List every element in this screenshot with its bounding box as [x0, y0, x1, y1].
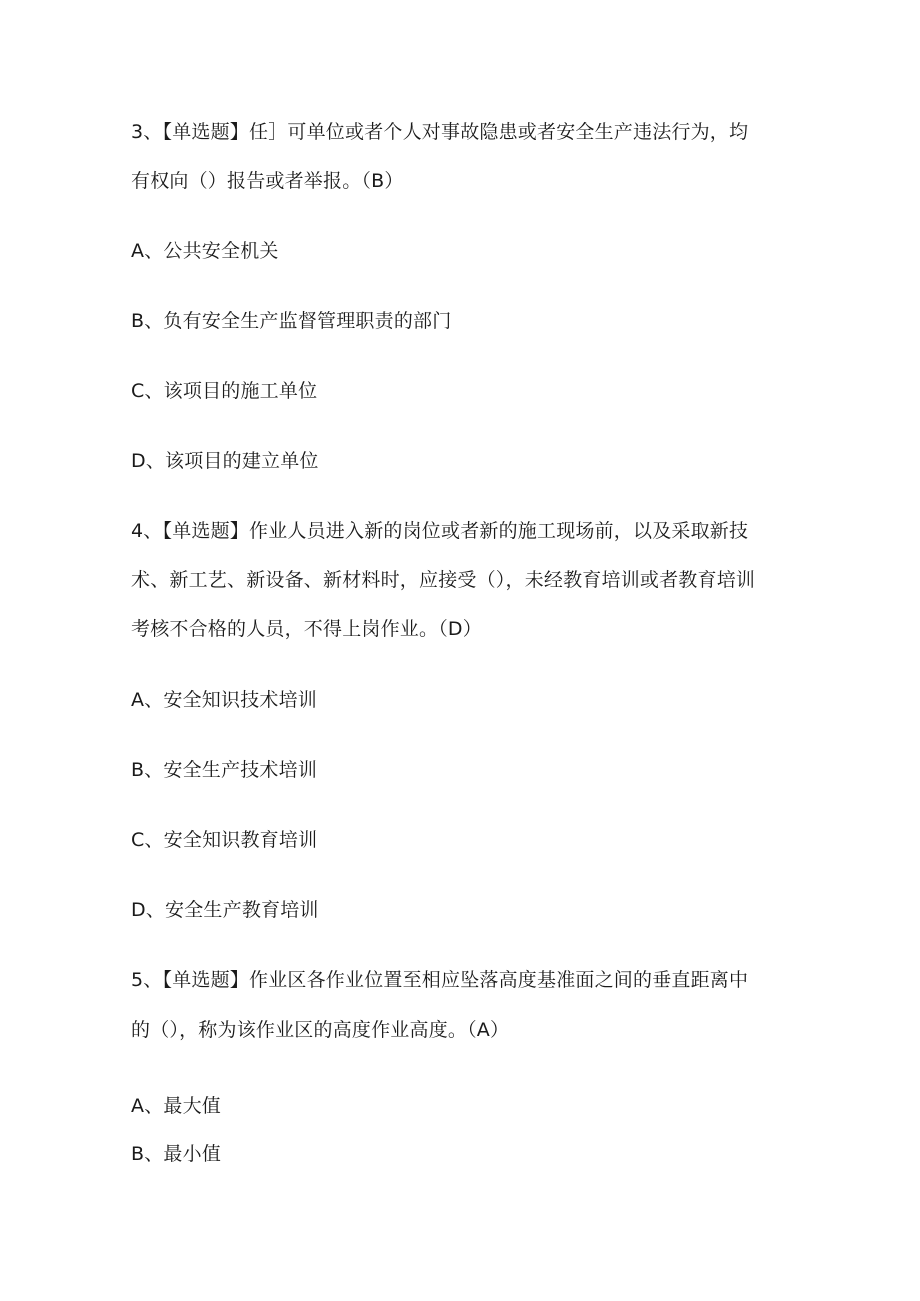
question-4-stem-line-3: 考核不合格的人员，不得上岗作业。（D）: [131, 618, 482, 640]
question-4-stem-line-2: 术、新工艺、新设备、新材料时，应接受（），未经教育培训或者教育培训: [131, 569, 756, 591]
question-4-option-c: C、安全知识教育培训: [131, 829, 318, 851]
question-5-stem-line-2: 的（），称为该作业区的高度作业高度。（A）: [131, 1019, 510, 1041]
question-3-option-c: C、该项目的施工单位: [131, 380, 318, 402]
question-3-option-a: A、公共安全机关: [131, 240, 279, 262]
question-5-option-b: B、最小值: [131, 1143, 222, 1165]
question-4-option-d: D、安全生产教育培训: [131, 899, 319, 921]
question-5-option-a: A、最大值: [131, 1095, 221, 1117]
question-4-option-b: B、安全生产技术培训: [131, 759, 318, 781]
question-3-stem-line-1: 3、【单选题】任］可单位或者个人对事故隐患或者安全生产违法行为，均: [131, 121, 749, 143]
question-3-option-d: D、该项目的建立单位: [131, 450, 319, 472]
question-4-stem-line-1: 4、【单选题】作业人员进入新的岗位或者新的施工现场前，以及采取新技: [131, 520, 749, 542]
question-3-stem-line-2: 有权向（）报告或者举报。（B）: [131, 170, 404, 192]
question-4-option-a: A、安全知识技术培训: [131, 689, 317, 711]
question-5-stem-line-1: 5、【单选题】作业区各作业位置至相应坠落高度基准面之间的垂直距离中: [131, 969, 749, 991]
question-3-option-b: B、负有安全生产监督管理职责的部门: [131, 310, 452, 332]
